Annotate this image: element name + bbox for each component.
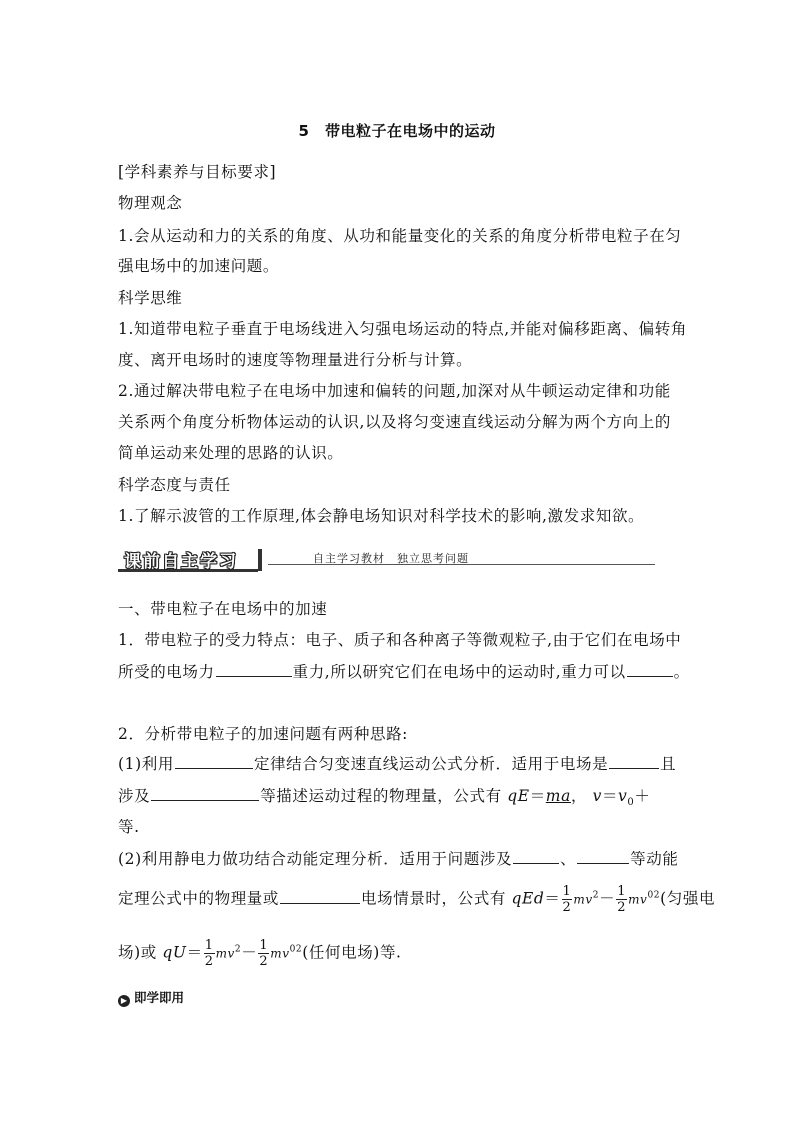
text-line: (2)利用静电力做功结合动能定理分析．适用于问题涉及 、 等动能 — [118, 850, 679, 868]
text-line: 关系两个角度分析物体运动的认识,以及将匀变速直线运动分解为两个方向上的 — [118, 413, 671, 431]
text-line: 1.了解示波管的工作原理,体会静电场知识对科学技术的影响,激发求知欲。 — [118, 507, 645, 525]
goals-heading: [学科素养与目标要求] — [118, 163, 277, 181]
text-line: (1)利用 定律结合匀变速直线运动公式分析．适用于电场是 且 — [118, 755, 677, 773]
page-title: 5 带电粒子在电场中的运动 — [298, 122, 496, 140]
text-line: 涉及 等描述运动过程的物理量，公式有 qE＝ma， $v=v_0+$ — [118, 787, 651, 809]
answer-blank[interactable] — [175, 754, 253, 769]
text-line: 所受的电场力 重力,所以研究它们在电场中的运动时,重力可以 。 — [118, 663, 690, 681]
text-line: 简单运动来处理的思路的认识。 — [118, 444, 344, 462]
banner-label-box — [118, 547, 258, 572]
answer-blank[interactable] — [513, 849, 559, 864]
answer-blank[interactable] — [151, 786, 259, 801]
section-banner — [118, 547, 655, 573]
banner-title: 课前自主学习 — [124, 552, 238, 572]
practice-label: 即学即用 — [134, 990, 185, 1005]
practice-heading — [118, 988, 184, 1007]
answer-blank[interactable] — [577, 849, 629, 864]
answer-blank[interactable] — [280, 889, 360, 904]
text-line: 1.知道带电粒子垂直于电场线进入匀强电场运动的特点,并能对偏移距离、偏转角 — [118, 320, 687, 338]
text-line: 1.会从运动和力的关系的角度、从功和能量变化的关系的角度分析带电粒子在匀 — [118, 227, 682, 245]
fraction: $\frac{1}{2}$ — [204, 938, 214, 969]
section-heading: 物理观念 — [118, 194, 183, 212]
answer-blank[interactable] — [216, 662, 292, 677]
part-heading: 一、带电粒子在电场中的加速 — [118, 600, 328, 618]
section-heading: 科学态度与责任 — [118, 476, 231, 494]
answer-blank[interactable] — [627, 662, 673, 677]
fraction: $\frac{1}{2}$ — [562, 884, 572, 915]
text-line: 1．带电粒子的受力特点：电子、质子和各种离子等微观粒子,由于它们在电场中 — [118, 631, 682, 649]
text-line: 度、离开电场时的速度等物理量进行分析与计算。 — [118, 351, 473, 369]
play-icon: ▶ — [118, 995, 130, 1007]
section-heading: 科学思维 — [118, 289, 183, 307]
answer-blank[interactable] — [609, 754, 659, 769]
banner-divider — [258, 549, 262, 571]
fraction: $\frac{1}{2}$ — [259, 938, 269, 969]
text-line: 强电场中的加速问题。 — [118, 257, 280, 275]
banner-subtitle: 自主学习教材 独立思考问题 — [313, 552, 469, 565]
fraction: $\frac{1}{2}$ — [617, 884, 627, 915]
text-line: 2．分析带电粒子的加速问题有两种思路: — [118, 725, 408, 743]
formula-line: 场)或 qU＝ $\frac{1}{2}$ $mv^2-$ $\frac{1}{2}$ $mv^{02}$(任何电场)等. — [118, 938, 402, 969]
text-line: 等. — [118, 818, 140, 836]
text-line: 2.通过解决带电粒子在电场中加速和偏转的问题,加深对从牛顿运动定律和功能 — [118, 382, 671, 400]
formula-line: 定理公式中的物理量或 电场情景时，公式有 qEd＝ $\frac{1}{2}$ $mv^2-$ $\frac{1}{2}$ $mv^{02}$(匀强电 — [118, 884, 716, 915]
